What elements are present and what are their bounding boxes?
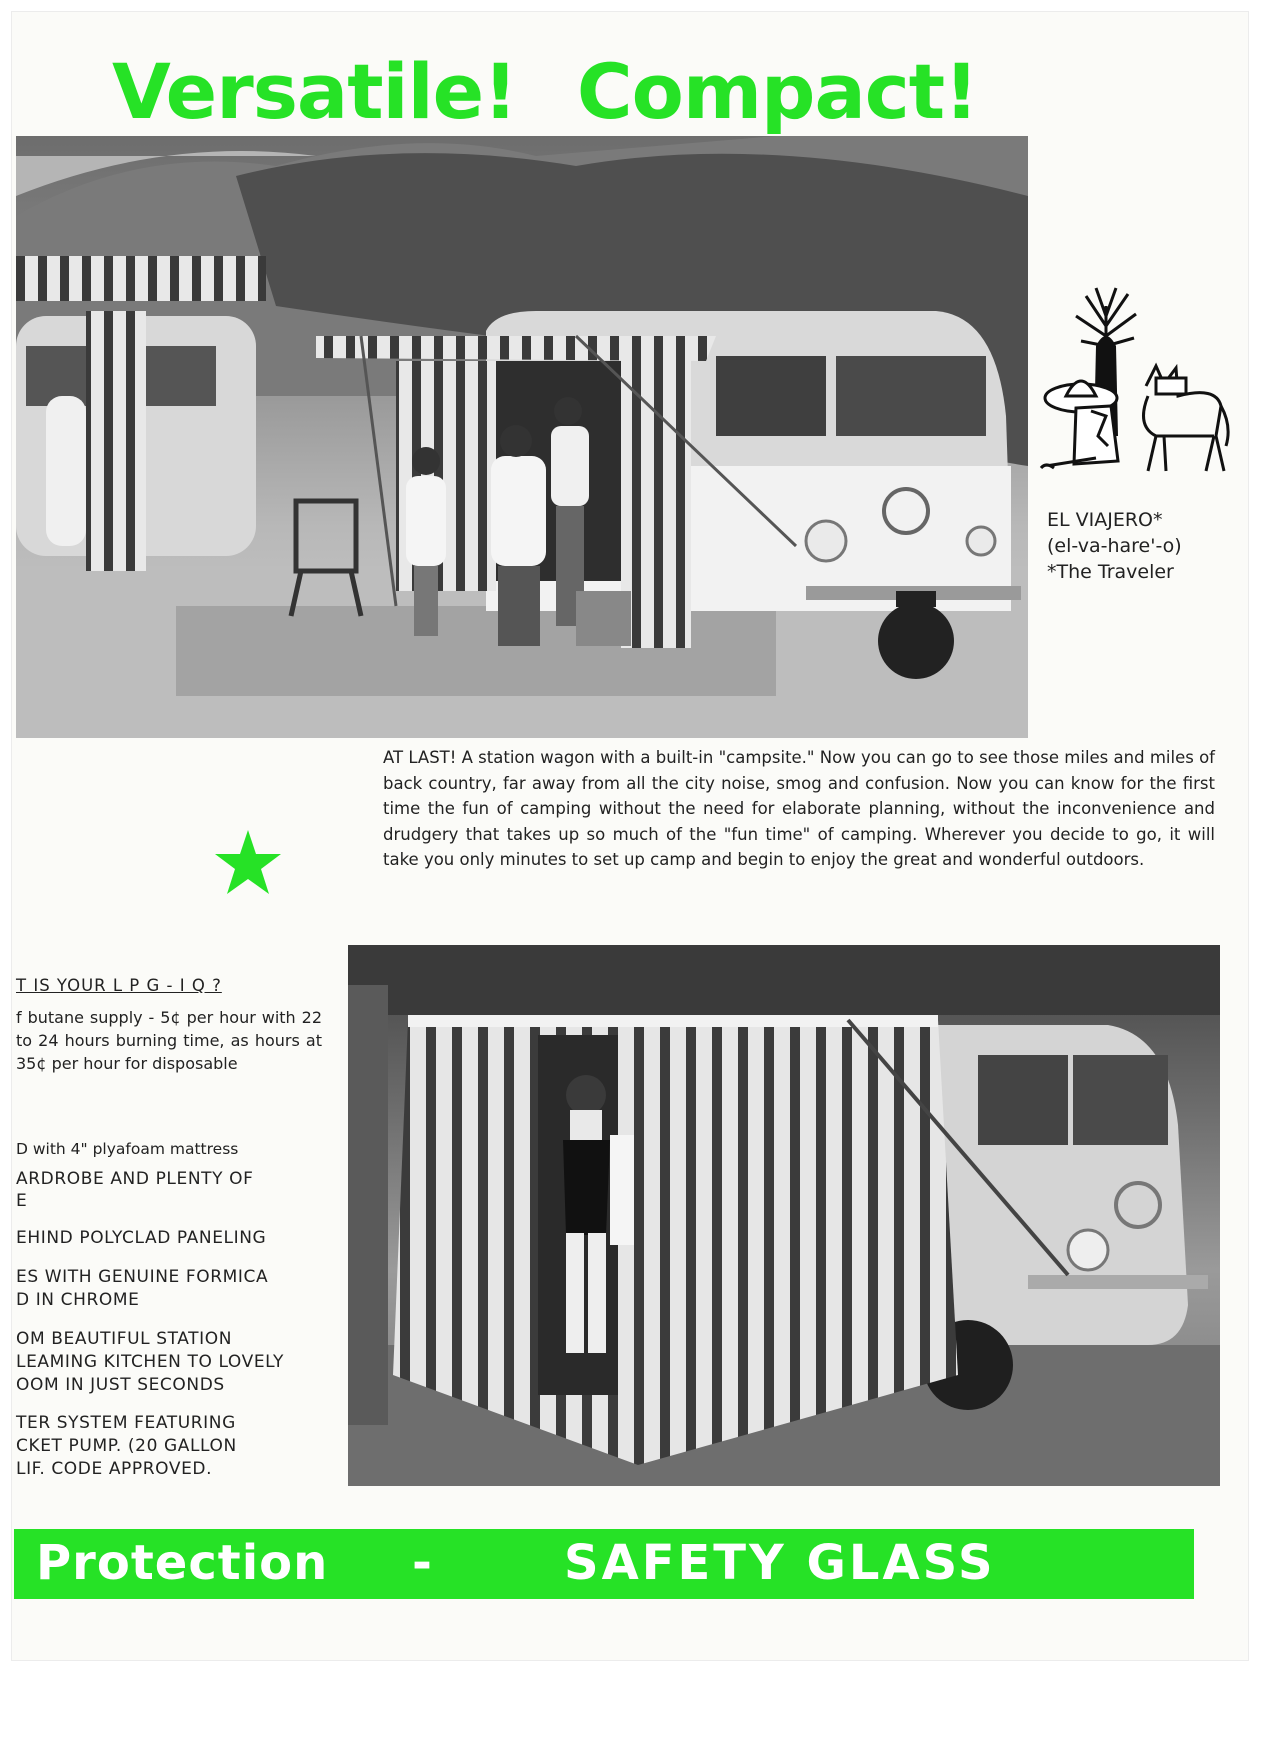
footer-protection: Protection [36,1535,329,1591]
feature-item: LIF. CODE APPROVED. [16,1459,213,1479]
feature-item: ARDROBE AND PLENTY OF [16,1169,254,1189]
star-icon [214,828,282,896]
feature-item: D with 4" plyafoam mattress [16,1140,239,1158]
logo-caption [1047,507,1182,585]
logo-translation: *The Traveler [1047,561,1174,583]
campsite-photo [16,136,1028,738]
feature-item: D IN CHROME [16,1290,140,1310]
headline [112,47,978,136]
footer-dash: - [412,1535,433,1591]
traveler-with-donkey-and-cactus-icon [1036,286,1232,492]
logo-pronunciation: (el-va-hare'-o) [1047,535,1182,557]
feature-item: E [16,1191,28,1211]
campsite-illustration [16,136,1028,738]
logo-name: EL VIAJERO* [1047,509,1163,531]
lpg-body: f butane supply - 5¢ per hour with 22 to 24 hours burning time, as hours at 35¢ per hour for disposable [16,1008,322,1073]
body-copy: AT LAST! A station wagon with a built-in "campsite." Now you can go to see those miles and miles of back country, far away from all the city noise, smog and confusion. Now you can know for the first time the fun of camping without the need for elaborate planning, without the inconvenience and drudgery that takes up so much of the "fun time" of camping. Wherever you decide to go, it will take you only minutes to set up camp and begin to enjoy the great and wonderful outdoors. [383,748,1215,870]
feature-item: OOM IN JUST SECONDS [16,1375,225,1395]
tent-photo [348,945,1220,1486]
headline-compact: Compact! [576,47,978,136]
lpg-heading: T IS YOUR L P G - I Q ? [16,976,222,995]
feature-item: TER SYSTEM FEATURING [16,1413,236,1433]
headline-versatile: Versatile! [112,47,517,136]
feature-item: EHIND POLYCLAD PANELING [16,1228,267,1248]
footer-safety-glass: SAFETY GLASS [564,1535,996,1591]
feature-item: CKET PUMP. (20 GALLON [16,1436,237,1456]
feature-item: ES WITH GENUINE FORMICA [16,1267,269,1287]
footer-banner [14,1529,1194,1599]
feature-item: LEAMING KITCHEN TO LOVELY [16,1352,284,1372]
feature-item: OM BEAUTIFUL STATION [16,1329,233,1349]
tent-illustration [348,945,1220,1486]
